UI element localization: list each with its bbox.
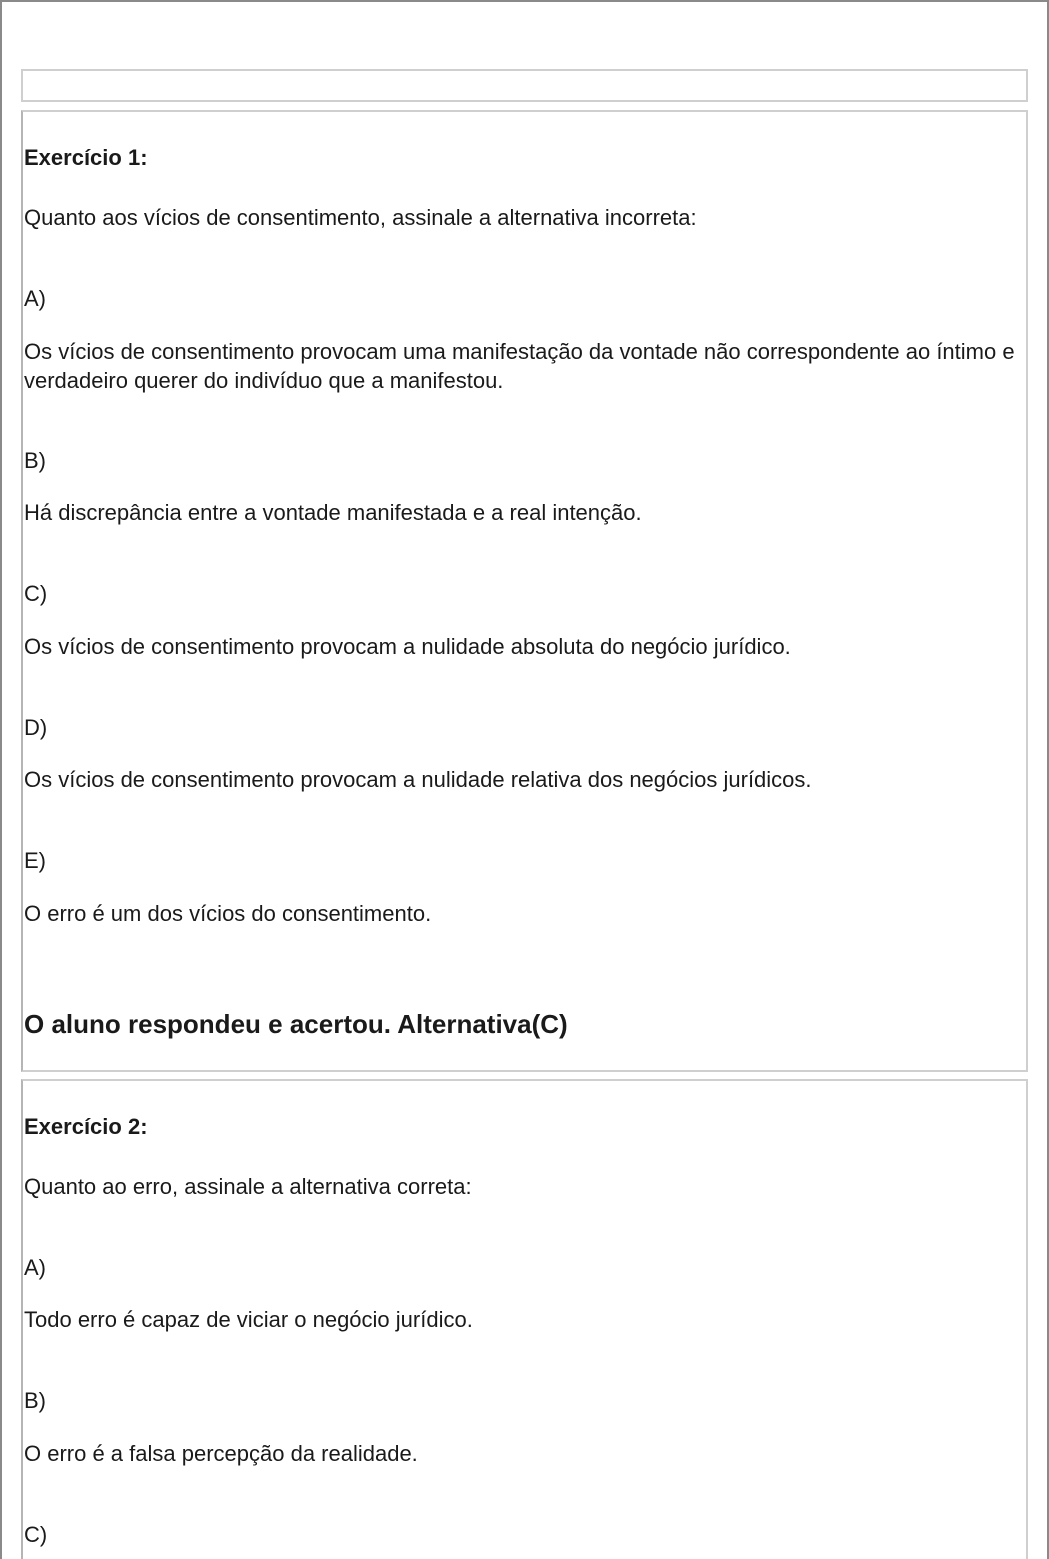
ex2-option-a-text: Todo erro é capaz de viciar o negócio jurídico.	[24, 1307, 473, 1332]
exercise-1-result: O aluno respondeu e acertou. Alternativa(C)	[24, 1009, 568, 1039]
exercise-1-card	[21, 110, 1028, 1072]
option-e-text: O erro é um dos vícios do consentimento.	[24, 901, 432, 926]
exercise-1-question: Quanto aos vícios de consentimento, assinale a alternativa incorreta:	[24, 205, 697, 230]
option-b-text: Há discrepância entre a vontade manifestada e a real intenção.	[24, 500, 642, 525]
option-d-text: Os vícios de consentimento provocam a nulidade relativa dos negócios jurídicos.	[24, 767, 812, 792]
ex2-option-b-text: O erro é a falsa percepção da realidade.	[24, 1441, 418, 1466]
exercise-2-heading: Exercício 2:	[24, 1114, 148, 1139]
option-e-letter: E)	[24, 848, 46, 873]
exercise-2-question: Quanto ao erro, assinale a alternativa correta:	[24, 1174, 472, 1199]
option-a-letter: A)	[24, 286, 46, 311]
option-d-letter: D)	[24, 715, 48, 740]
ex2-option-a-letter: A)	[24, 1255, 46, 1280]
option-b-letter: B)	[24, 448, 46, 473]
exercise-1-heading: Exercício 1:	[24, 145, 148, 170]
option-c-letter: C)	[24, 581, 48, 606]
option-c-text: Os vícios de consentimento provocam a nulidade absoluta do negócio jurídico.	[24, 634, 791, 659]
ex2-option-c-letter: C)	[24, 1522, 48, 1547]
ex2-option-b-letter: B)	[24, 1388, 46, 1413]
exercise-2-card	[21, 1079, 1028, 1559]
empty-header-box	[21, 69, 1028, 102]
option-a-text: Os vícios de consentimento provocam uma manifestação da vontade não correspondente ao íntimo e verdadeiro querer do indivíduo que a manifestou.	[24, 339, 1015, 393]
